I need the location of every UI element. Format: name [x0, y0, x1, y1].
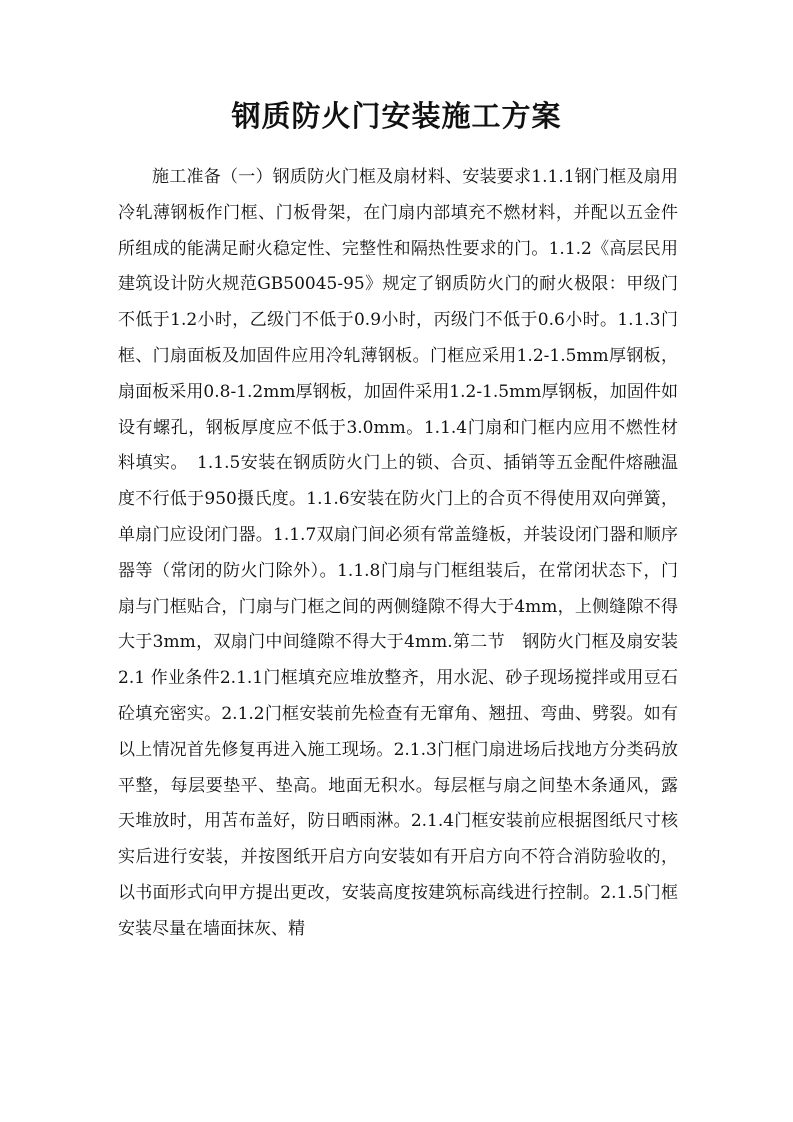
document-title: 钢质防火门安装施工方案	[231, 99, 562, 133]
document-body-paragraph: 施工准备（一）钢质防火门框及扇材料、安装要求1.1.1钢门框及扇用冷轧薄钢板作门框、门板骨架，在门扇内部填充不燃材料，并配以五金件所组成的能满足耐火稳定性、完整性和隔热性要求的门。1.1.2《高层民用建筑设计防火规范GB50045-95》规定了钢质防火门的耐火极限：甲级门不低于1.2小时，乙级门不低于0.9小时，丙级门不低于0.6小时。1.1.3门框、门扇面板及加固件应用冷轧薄钢板。门框应采用1.2-1.5mm厚钢板，扇面板采用0.8-1.2mm厚钢板，加固件采用1.2-1.5mm厚钢板，加固件如设有螺孔，钢板厚度应不低于3.0mm。1.1.4门扇和门框内应用不燃性材料填实。 1.1.5安装在钢质防火门上的锁、合页、插销等五金配件熔融温度不行低于950摄氏度。1.1.6安装在防火门上的合页不得使用双向弹簧，单扇门应设闭门器。1.1.7双扇门间必须有常盖缝板，并装设闭门器和顺序器等（常闭的防火门除外）。1.1.8门扇与门框组装后，在常闭状态下，门扇与门框贴合，门扇与门框之间的两侧缝隙不得大于4mm，上侧缝隙不得大于3mm，双扇门中间缝隙不得大于4mm.第二节 钢防火门框及扇安装2.1 作业条件2.1.1门框填充应堆放整齐，用水泥、砂子现场搅拌或用豆石砼填充密实。2.1.2门框安装前先检查有无窜角、翘扭、弯曲、劈裂。如有以上情况首先修复再进入施工现场。2.1.3门框门扇进场后找地方分类码放平整，每层要垫平、垫高。地面无积水。每层框与扇之间垫木条通风，露天堆放时，用苫布盖好，防日晒雨淋。2.1.4门框安装前应根据图纸尺寸核实后进行安装，并按图纸开启方向安装如有开启方向不符合消防验收的，以书面形式向甲方提出更改，安装高度按建筑标高线进行控制。2.1.5门框安装尽量在墙面抹灰、精	[118, 167, 678, 939]
